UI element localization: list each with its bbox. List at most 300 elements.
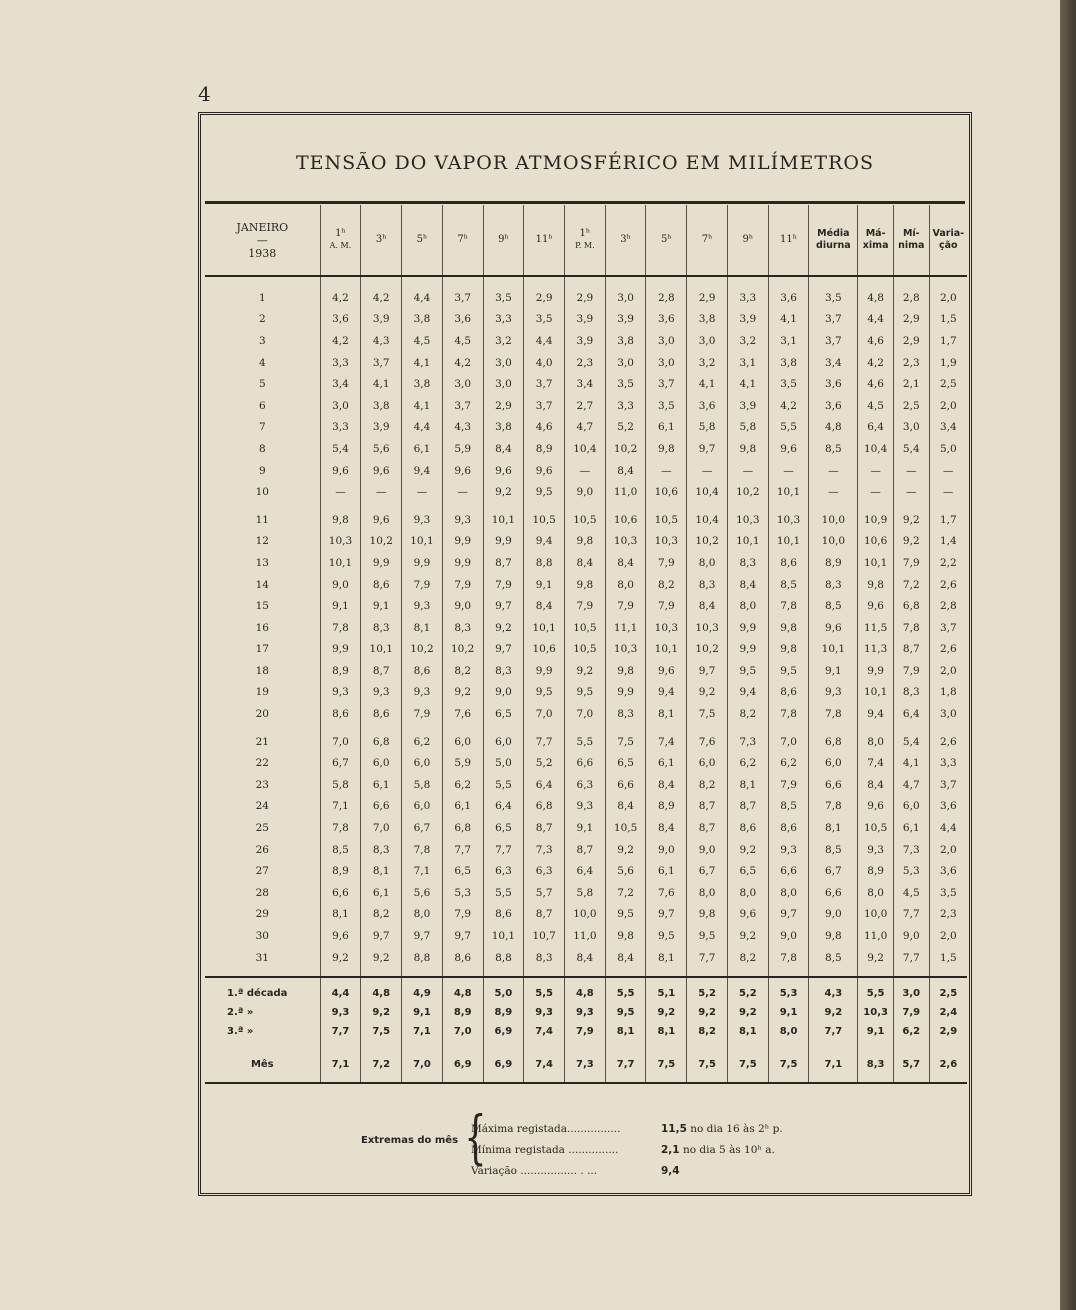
table-cell: 6,7 <box>402 817 443 839</box>
table-cell: 9,5 <box>727 660 768 682</box>
table-cell: 10,3 <box>320 531 361 553</box>
table-cell: 4,4 <box>929 817 967 839</box>
summary-cell: 6,9 <box>483 1022 524 1041</box>
table-cell: 6,0 <box>809 752 858 774</box>
table-cell: 5,3 <box>893 860 929 882</box>
table-cell: 3,4 <box>565 373 606 395</box>
table-cell: 3,6 <box>929 860 967 882</box>
day-number: 11 <box>255 513 269 526</box>
summary-cell: 7,1 <box>320 1041 361 1083</box>
table-cell: 3,4 <box>809 352 858 374</box>
table-cell: 9,3 <box>320 682 361 704</box>
table-cell: 3,0 <box>929 703 967 725</box>
table-cell: 6,0 <box>361 752 402 774</box>
table-cell: 4,1 <box>402 395 443 417</box>
table-cell: 10,2 <box>361 531 402 553</box>
summary-cell: 7,5 <box>687 1041 728 1083</box>
table-cell: 2,8 <box>893 276 929 309</box>
summary-cell: 5,5 <box>858 977 894 1003</box>
table-cell: 6,1 <box>361 774 402 796</box>
table-cell: 5,8 <box>727 417 768 439</box>
table-cell: 7,5 <box>605 725 646 753</box>
table-cell: 9,0 <box>893 925 929 947</box>
table-cell: 9,7 <box>402 925 443 947</box>
header-hour-label: 1ʰ <box>579 228 591 239</box>
table-cell: 8,4 <box>687 595 728 617</box>
table-cell: 10,1 <box>768 531 809 553</box>
header-hour-label: 5ʰ <box>661 234 672 245</box>
summary-cell: 5,1 <box>646 977 687 1003</box>
table-cell: 6,8 <box>809 725 858 753</box>
table-row <box>205 947 967 978</box>
table-cell: 8,4 <box>565 947 606 978</box>
table-cell: 8,9 <box>809 552 858 574</box>
table-cell: 8,5 <box>809 947 858 978</box>
table-cell: 7,8 <box>320 617 361 639</box>
summary-cell: 2,6 <box>929 1041 967 1083</box>
table-cell: 10,5 <box>565 503 606 531</box>
header-hour-label: 3ʰ <box>620 234 631 245</box>
table-cell: 4,1 <box>402 352 443 374</box>
table-frame <box>198 112 972 1196</box>
table-cell: 7,7 <box>687 947 728 978</box>
table-cell: 8,3 <box>524 947 565 978</box>
table-cell: 9,9 <box>320 639 361 661</box>
table-cell: 6,1 <box>442 796 483 818</box>
table-cell: 2,9 <box>893 330 929 352</box>
summary-cell: 9,2 <box>646 1003 687 1022</box>
summary-cell: 7,2 <box>361 1041 402 1083</box>
summary-cell: 9,2 <box>687 1003 728 1022</box>
table-cell: 3,8 <box>768 352 809 374</box>
header-hour-1 <box>361 205 402 276</box>
table-cell: 8,0 <box>605 574 646 596</box>
table-cell: 10,5 <box>858 817 894 839</box>
table-cell: 7,7 <box>442 839 483 861</box>
table-cell: 6,0 <box>442 725 483 753</box>
table-cell: 8,5 <box>320 839 361 861</box>
table-cell: 9,0 <box>768 925 809 947</box>
table-cell: 4,4 <box>858 309 894 331</box>
table-cell: 10,1 <box>858 682 894 704</box>
table-cell: 2,0 <box>929 276 967 309</box>
summary-cell: 7,5 <box>361 1022 402 1041</box>
table-cell: 3,8 <box>687 309 728 331</box>
table-cell: 3,6 <box>929 796 967 818</box>
table-cell: 4,7 <box>565 417 606 439</box>
table-cell: 8,0 <box>858 725 894 753</box>
table-cell: 3,7 <box>809 330 858 352</box>
table-cell: 3,9 <box>565 309 606 331</box>
table-cell: 6,6 <box>361 796 402 818</box>
table-cell: 7,8 <box>768 703 809 725</box>
table-cell: 10,9 <box>858 503 894 531</box>
table-cell: 10,2 <box>442 639 483 661</box>
summary-cell: 8,9 <box>483 1003 524 1022</box>
table-cell: 4,4 <box>402 276 443 309</box>
table-cell: 5,2 <box>605 417 646 439</box>
table-row <box>205 276 967 309</box>
summary-cell: 4,4 <box>320 977 361 1003</box>
table-cell: 7,2 <box>893 574 929 596</box>
day-number: 17 <box>255 643 269 656</box>
day-number: 9 <box>258 464 266 477</box>
summary-row <box>205 977 967 1003</box>
table-cell: 9,8 <box>605 925 646 947</box>
table-cell: 9,6 <box>646 660 687 682</box>
summary-row <box>205 1022 967 1041</box>
table-cell: 10,1 <box>768 481 809 503</box>
table-cell: 9,8 <box>565 574 606 596</box>
table-cell: 3,6 <box>687 395 728 417</box>
table-cell: 3,5 <box>768 373 809 395</box>
table-cell: 3,9 <box>361 417 402 439</box>
table-cell: 8,2 <box>646 574 687 596</box>
table-row <box>205 595 967 617</box>
table-cell: 10,0 <box>809 531 858 553</box>
table-cell: 5,6 <box>361 438 402 460</box>
table-cell: 11,0 <box>605 481 646 503</box>
table-cell: 6,0 <box>402 796 443 818</box>
table-cell: 9,5 <box>524 481 565 503</box>
table-cell: 6,8 <box>524 796 565 818</box>
table-cell: 9,8 <box>605 660 646 682</box>
table-cell: 9,9 <box>361 552 402 574</box>
table-cell: 4,0 <box>524 352 565 374</box>
table-cell: 7,9 <box>893 552 929 574</box>
table-cell: 6,6 <box>809 882 858 904</box>
table-cell: 7,9 <box>402 574 443 596</box>
table-cell: 3,0 <box>646 352 687 374</box>
table-cell: 8,3 <box>483 660 524 682</box>
extreme-max-note: no dia 16 às 2ʰ p. <box>686 1123 783 1135</box>
table-cell: 5,9 <box>442 752 483 774</box>
table-row <box>205 660 967 682</box>
table-cell: 8,7 <box>687 817 728 839</box>
table-cell: 7,9 <box>768 774 809 796</box>
table-cell: — <box>768 460 809 482</box>
summary-cell: 4,8 <box>565 977 606 1003</box>
summary-cell: 8,1 <box>727 1022 768 1041</box>
day-number: 23 <box>255 778 269 791</box>
summary-row <box>205 1003 967 1022</box>
table-cell: 10,2 <box>727 481 768 503</box>
table-cell: 9,9 <box>402 552 443 574</box>
table-cell: 6,4 <box>893 703 929 725</box>
header-hour-8 <box>646 205 687 276</box>
summary-cell: 4,8 <box>361 977 402 1003</box>
table-cell: 3,0 <box>483 373 524 395</box>
table-cell: 3,0 <box>442 373 483 395</box>
table-cell: 8,7 <box>893 639 929 661</box>
table-cell: 2,9 <box>687 276 728 309</box>
table-cell: 6,3 <box>524 860 565 882</box>
table-cell: 9,3 <box>402 682 443 704</box>
day-number: 5 <box>258 378 266 391</box>
table-cell: 4,2 <box>320 276 361 309</box>
table-cell: 9,2 <box>893 531 929 553</box>
table-cell: 5,4 <box>320 438 361 460</box>
table-cell: 6,4 <box>483 796 524 818</box>
table-cell: 8,8 <box>524 552 565 574</box>
table-cell: 10,6 <box>524 639 565 661</box>
extreme-min-row <box>471 1144 871 1162</box>
table-cell: 6,6 <box>320 882 361 904</box>
table-cell: 8,2 <box>442 660 483 682</box>
day-number: 15 <box>255 600 269 613</box>
day-number: 18 <box>255 664 269 677</box>
table-cell: 6,4 <box>565 860 606 882</box>
table-cell: 9,6 <box>858 796 894 818</box>
table-cell: 5,8 <box>320 774 361 796</box>
table-cell: 9,5 <box>524 682 565 704</box>
table-cell: 4,2 <box>858 352 894 374</box>
table-cell: 10,1 <box>858 552 894 574</box>
table-cell: 3,0 <box>483 352 524 374</box>
table-cell: 11,1 <box>605 617 646 639</box>
header-media <box>809 205 858 276</box>
table-cell: 10,2 <box>687 639 728 661</box>
table-cell: 7,8 <box>402 839 443 861</box>
table-cell: 9,3 <box>361 682 402 704</box>
table-cell: 3,5 <box>483 276 524 309</box>
summary-cell: 8,3 <box>858 1041 894 1083</box>
table-cell: 5,0 <box>483 752 524 774</box>
table-cell: 9,7 <box>442 925 483 947</box>
table-cell: 10,5 <box>605 817 646 839</box>
table-cell: 8,6 <box>320 703 361 725</box>
summary-cell: 2,4 <box>929 1003 967 1022</box>
summary-cell: 8,0 <box>768 1022 809 1041</box>
table-cell: 4,2 <box>442 352 483 374</box>
summary-rows <box>205 977 967 1083</box>
table-cell: 9,0 <box>565 481 606 503</box>
table-cell: 10,5 <box>524 503 565 531</box>
header-variacao-line2: ção <box>939 240 958 251</box>
table-cell: 3,0 <box>646 330 687 352</box>
table-cell: — <box>858 460 894 482</box>
table-cell: 3,6 <box>320 309 361 331</box>
table-cell: 8,6 <box>768 817 809 839</box>
table-cell: 10,0 <box>809 503 858 531</box>
table-cell: 9,1 <box>320 595 361 617</box>
table-cell: 3,7 <box>929 617 967 639</box>
header-hour-label: 1ʰ <box>335 228 346 239</box>
table-cell: 10,4 <box>687 503 728 531</box>
table-cell: 8,6 <box>483 904 524 926</box>
table-cell: 8,4 <box>727 574 768 596</box>
table-cell: 3,7 <box>442 395 483 417</box>
table-cell: 3,4 <box>929 417 967 439</box>
header-hour-label: 9ʰ <box>742 234 754 245</box>
table-cell: 2,5 <box>893 395 929 417</box>
table-cell: 8,8 <box>483 947 524 978</box>
table-cell: 8,7 <box>727 796 768 818</box>
table-cell: 6,6 <box>809 774 858 796</box>
summary-cell: 7,0 <box>442 1022 483 1041</box>
table-cell: 9,6 <box>858 595 894 617</box>
table-cell: 3,0 <box>687 330 728 352</box>
table-cell: 7,9 <box>646 595 687 617</box>
summary-cell: 4,3 <box>809 977 858 1003</box>
table-cell: 7,0 <box>768 725 809 753</box>
month-extremes <box>205 1105 967 1185</box>
table-cell: 9,3 <box>402 595 443 617</box>
table-cell: 9,7 <box>687 660 728 682</box>
day-number: 1 <box>258 291 266 304</box>
table-cell: 8,9 <box>524 438 565 460</box>
table-cell: 8,3 <box>442 617 483 639</box>
summary-cell: 9,2 <box>809 1003 858 1022</box>
table-cell: 10,3 <box>605 639 646 661</box>
table-cell: 4,5 <box>402 330 443 352</box>
table-cell: 9,3 <box>442 503 483 531</box>
header-media-line1: Média <box>817 228 850 239</box>
table-cell: 9,7 <box>646 904 687 926</box>
summary-cell: 9,3 <box>565 1003 606 1022</box>
table-cell: 3,2 <box>483 330 524 352</box>
table-cell: 3,0 <box>893 417 929 439</box>
table-cell: 6,6 <box>605 774 646 796</box>
header-variacao-line1: Varia- <box>932 228 965 239</box>
vapor-table <box>205 205 967 1084</box>
summary-cell: 9,1 <box>768 1003 809 1022</box>
table-cell: 4,3 <box>442 417 483 439</box>
header-maxima-line2: xima <box>862 240 889 251</box>
summary-cell: 7,7 <box>320 1022 361 1041</box>
table-cell: 3,9 <box>605 309 646 331</box>
table-cell: 8,4 <box>646 774 687 796</box>
table-cell: 7,9 <box>605 595 646 617</box>
summary-cell: 6,9 <box>483 1041 524 1083</box>
summary-cell: 8,1 <box>605 1022 646 1041</box>
table-cell: 9,6 <box>727 904 768 926</box>
table-cell: 7,4 <box>646 725 687 753</box>
day-number: 3 <box>258 334 266 347</box>
table-cell: 2,3 <box>893 352 929 374</box>
table-cell: 7,2 <box>605 882 646 904</box>
table-cell: 10,7 <box>524 925 565 947</box>
table-cell: 8,6 <box>768 552 809 574</box>
table-cell: 3,6 <box>768 276 809 309</box>
table-cell: 8,1 <box>809 817 858 839</box>
table-cell: 9,7 <box>361 925 402 947</box>
table-cell: 10,5 <box>565 617 606 639</box>
table-cell: 8,1 <box>320 904 361 926</box>
summary-cell: 7,9 <box>893 1003 929 1022</box>
table-cell: 10,4 <box>565 438 606 460</box>
table-cell: 2,0 <box>929 839 967 861</box>
table-cell: 5,6 <box>605 860 646 882</box>
table-cell: 10,6 <box>858 531 894 553</box>
table-cell: 8,3 <box>361 839 402 861</box>
table-cell: 7,8 <box>809 703 858 725</box>
daily-rows <box>205 276 967 977</box>
summary-cell: 4,8 <box>442 977 483 1003</box>
table-cell: 7,1 <box>320 796 361 818</box>
summary-cell: 7,3 <box>565 1041 606 1083</box>
table-row <box>205 703 967 725</box>
table-row <box>205 395 967 417</box>
table-row <box>205 774 967 796</box>
table-cell: 9,6 <box>768 438 809 460</box>
table-cell: 8,4 <box>565 552 606 574</box>
table-cell: 7,7 <box>483 839 524 861</box>
table-cell: 6,1 <box>646 752 687 774</box>
table-cell: 4,8 <box>809 417 858 439</box>
table-cell: 2,3 <box>565 352 606 374</box>
table-cell: 5,0 <box>929 438 967 460</box>
table-cell: 8,1 <box>727 774 768 796</box>
table-cell: 8,2 <box>687 774 728 796</box>
table-row <box>205 904 967 926</box>
table-cell: 3,8 <box>402 373 443 395</box>
table-cell: 9,1 <box>524 574 565 596</box>
table-cell: 9,7 <box>687 438 728 460</box>
summary-cell: 9,3 <box>524 1003 565 1022</box>
table-cell: 1,9 <box>929 352 967 374</box>
table-row <box>205 725 967 753</box>
day-number: 26 <box>255 843 269 856</box>
table-cell: 9,2 <box>605 839 646 861</box>
page-title: TENSÃO DO VAPOR ATMOSFÉRICO EM MILÍMETROS <box>296 152 874 174</box>
table-cell: 8,4 <box>524 595 565 617</box>
table-row <box>205 417 967 439</box>
header-hour-7 <box>605 205 646 276</box>
summary-label: 1.ª década <box>227 988 288 1000</box>
table-cell: 9,8 <box>687 904 728 926</box>
summary-cell: 2,5 <box>929 977 967 1003</box>
header-hour-4 <box>483 205 524 276</box>
table-cell: 8,4 <box>605 460 646 482</box>
table-cell: 7,7 <box>893 904 929 926</box>
table-cell: 3,9 <box>727 309 768 331</box>
table-cell: 6,3 <box>483 860 524 882</box>
summary-cell: 3,0 <box>893 977 929 1003</box>
table-cell: 9,8 <box>727 438 768 460</box>
table-cell: 3,0 <box>320 395 361 417</box>
table-cell: 4,1 <box>768 309 809 331</box>
table-cell: 5,3 <box>442 882 483 904</box>
table-cell: 6,5 <box>483 817 524 839</box>
table-cell: 4,1 <box>361 373 402 395</box>
summary-cell: 7,4 <box>524 1041 565 1083</box>
table-cell: 9,9 <box>727 639 768 661</box>
table-cell: 2,2 <box>929 552 967 574</box>
day-number: 29 <box>255 908 269 921</box>
table-cell: 8,6 <box>727 817 768 839</box>
table-cell: 9,4 <box>727 682 768 704</box>
table-cell: 4,5 <box>858 395 894 417</box>
table-cell: 9,6 <box>320 925 361 947</box>
table-cell: 3,8 <box>361 395 402 417</box>
table-cell: 9,9 <box>524 660 565 682</box>
table-cell: — <box>893 481 929 503</box>
summary-cell: 9,1 <box>402 1003 443 1022</box>
table-cell: 9,9 <box>442 531 483 553</box>
table-cell: 5,5 <box>483 882 524 904</box>
table-cell: 7,8 <box>893 617 929 639</box>
table-cell: 9,1 <box>361 595 402 617</box>
table-cell: 5,8 <box>565 882 606 904</box>
table-cell: 8,0 <box>858 882 894 904</box>
table-cell: 6,7 <box>809 860 858 882</box>
table-cell: 10,1 <box>483 503 524 531</box>
day-number: 21 <box>255 735 269 748</box>
table-cell: 6,1 <box>646 860 687 882</box>
summary-label: Mês <box>205 1041 320 1083</box>
table-cell: 3,6 <box>646 309 687 331</box>
